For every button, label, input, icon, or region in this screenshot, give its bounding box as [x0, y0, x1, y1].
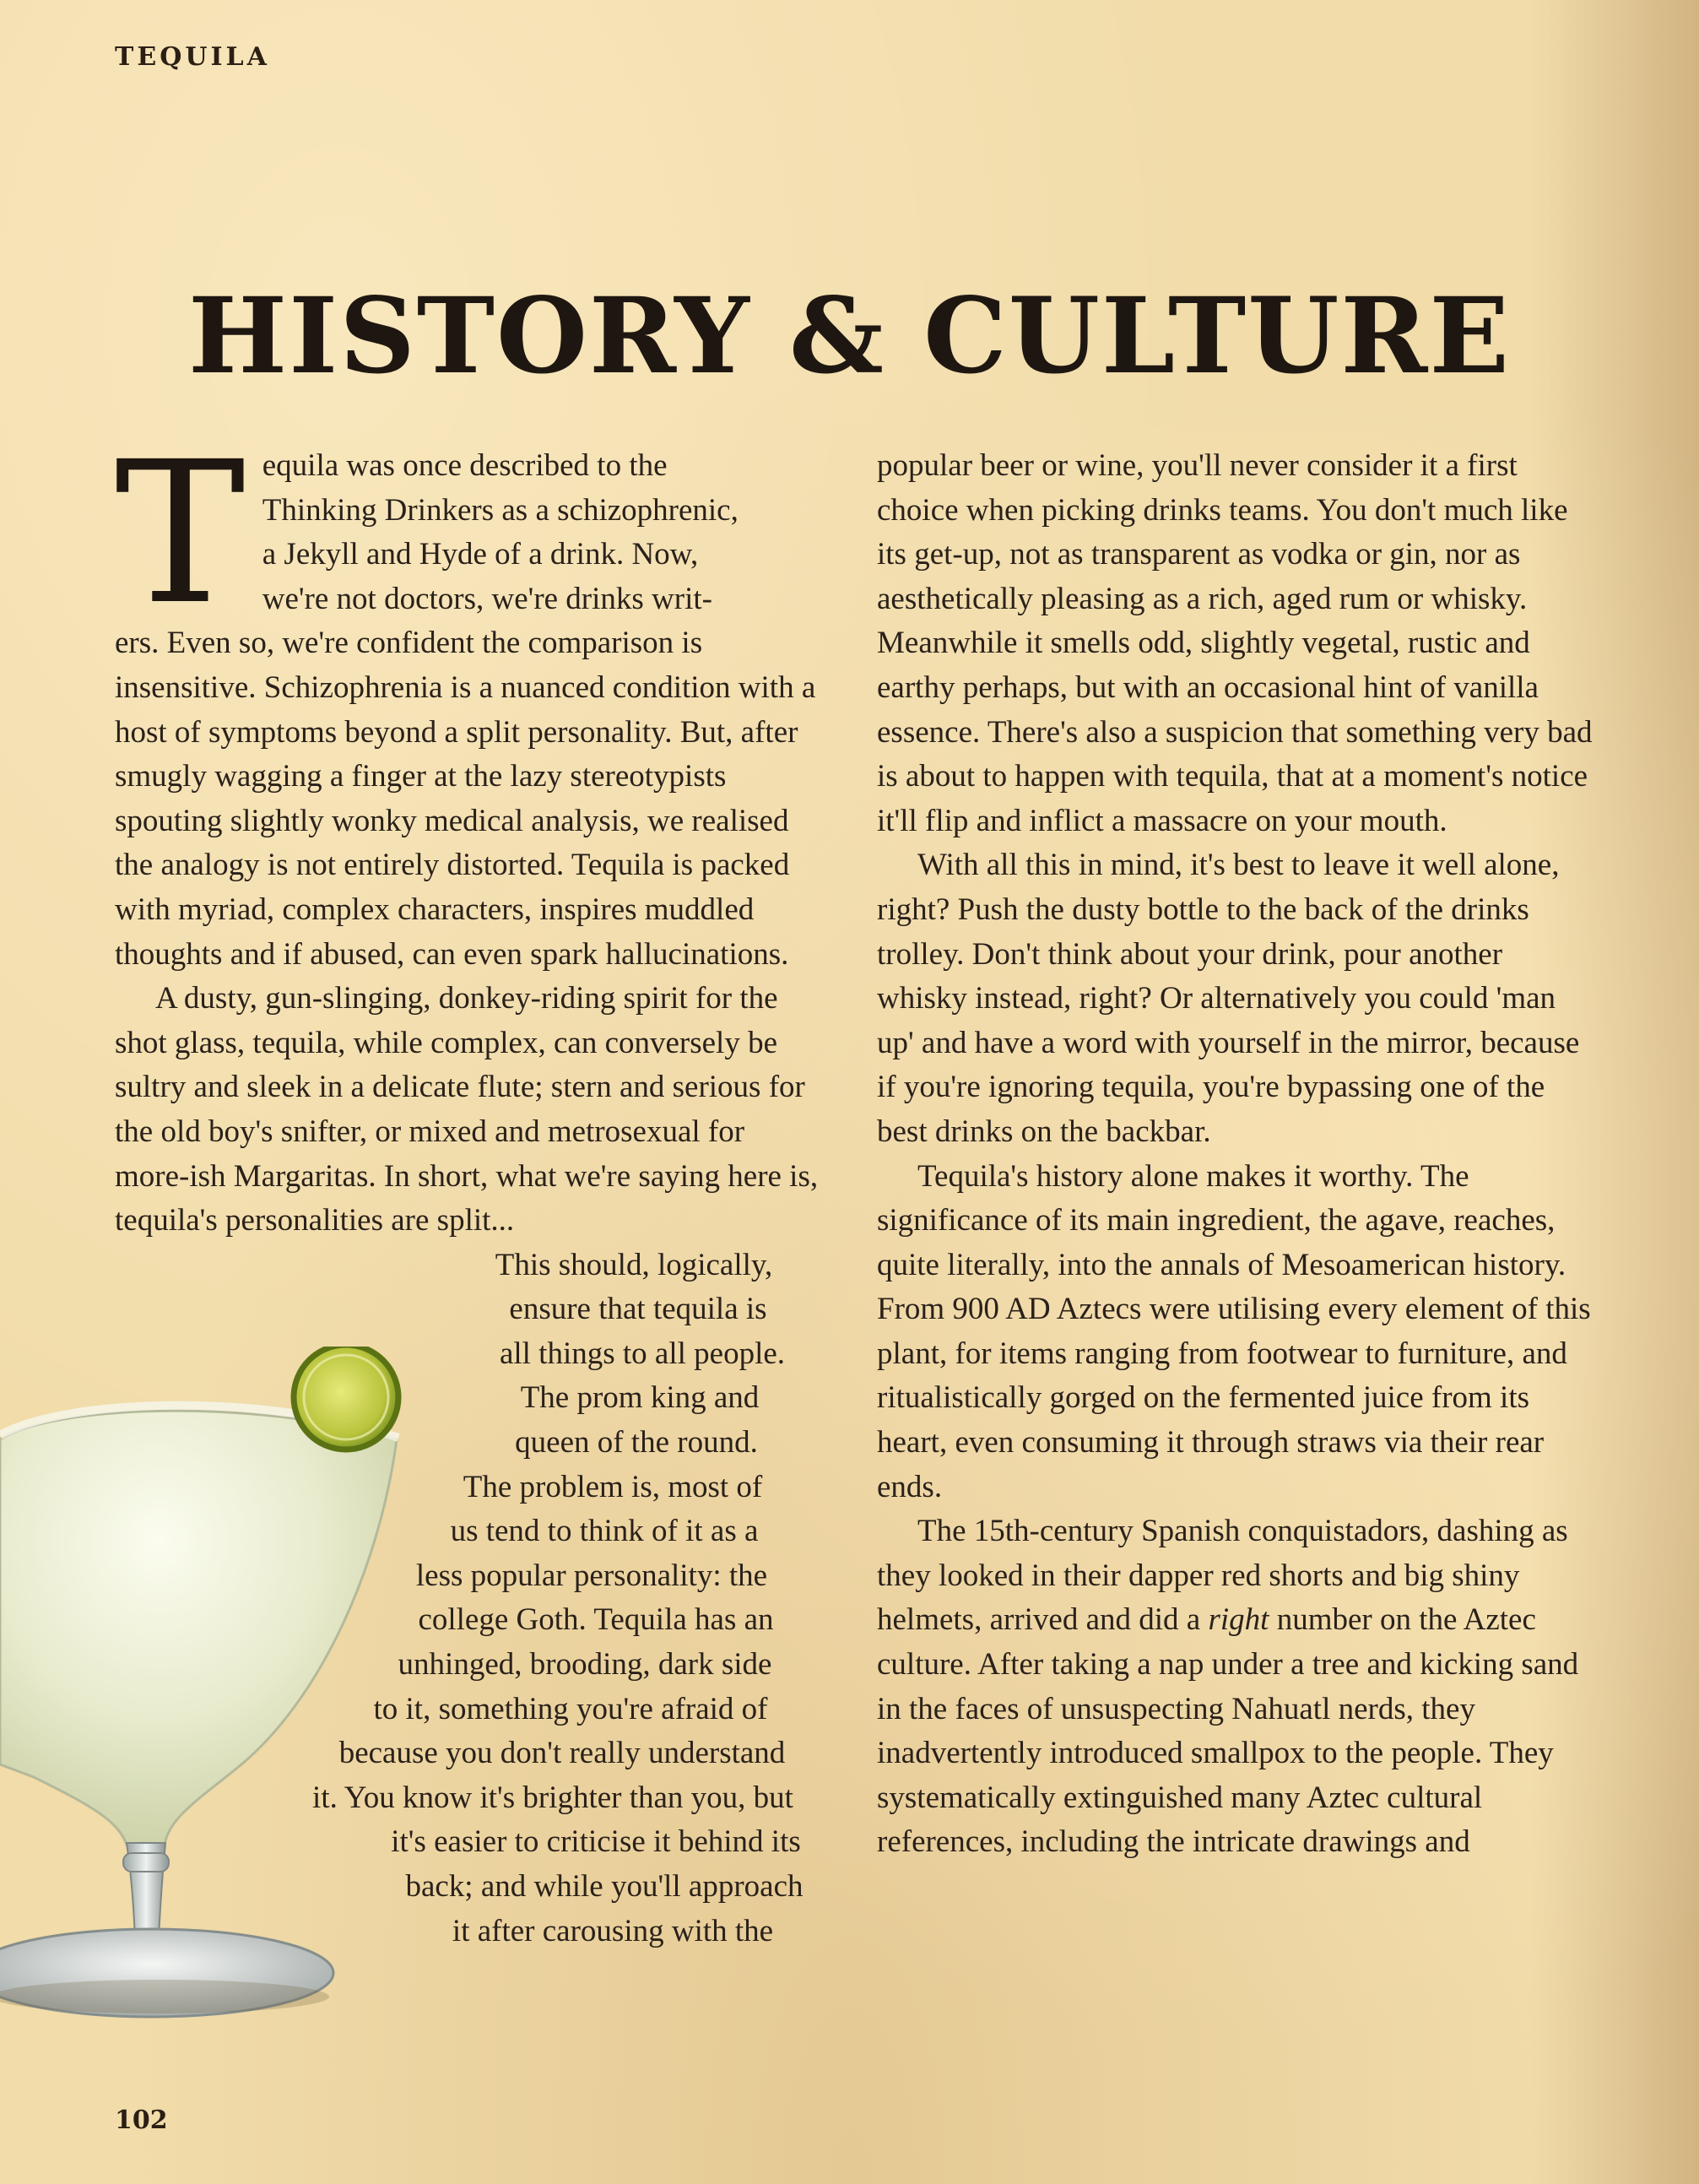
right-column — [877, 444, 1593, 1865]
paragraph-5: With all this in mind, it's best to leave it well alone, right? Push the dusty bottle to the back of the drinks trolley. Don't think about your drink, pour another whisky instead, right? Or alternatively you could 'man up' and have a word with yourself in the mirror, because if you're ignoring tequila, you're bypassing one of the best drinks on the backbar. — [877, 848, 1580, 1149]
paragraph-3-line: college Goth. Tequila has an — [418, 1602, 774, 1638]
paragraph-1-line-3: a Jekyll and Hyde of a drink. Now, — [262, 537, 699, 572]
paragraph-3-line: unhinged, brooding, dark side — [398, 1647, 772, 1683]
paragraph-3-line: The prom king and — [520, 1380, 760, 1416]
paragraph-3-line: because you don't really understand — [338, 1736, 786, 1771]
paragraph-1-line-1: equila was once described to the — [262, 448, 668, 483]
page-number: 102 — [115, 2105, 168, 2135]
paragraph-3-line: us tend to think of it as a — [450, 1514, 759, 1549]
emphasis-right: right — [1208, 1602, 1269, 1638]
paragraph-3-line: all things to all people. — [499, 1336, 786, 1371]
paragraph-3-line: ensure that tequila is — [509, 1292, 767, 1327]
section-label: TEQUILA — [115, 42, 270, 72]
paragraph-3-line: queen of the round. — [515, 1425, 758, 1461]
paragraph-7-end: number on the Aztec culture. After taking a nap under a tree and kicking sand in the faces of unsuspecting Nahuatl nerds, they inadvertently introduced smallpox to the people. They systematically extinguished many Aztec cultural references, including the intricate drawings and — [877, 1602, 1579, 1860]
lime-slice — [294, 1347, 398, 1450]
paragraph-7-start: The 15th-century Spanish conquistadors, dashing as they looked in their dapper red shorts and big shiny helmets, arrived and did a — [877, 1514, 1568, 1638]
paragraph-4: popular beer or wine, you'll never consider it a first choice when picking drinks teams. You don't much like its get-up, not as transparent as vodka or gin, nor as aesthetically pleasing as a rich, aged rum or whisky. Meanwhile it smells odd, slightly vegetal, rustic and earthy perhaps, but with an occasional hint of vanilla essence. There's also a suspicion that something very bad is about to happen with tequila, that at a moment's notice it'll flip and inflict a massacre on your mouth. — [877, 448, 1593, 838]
paragraph-7 — [877, 1509, 1593, 1865]
paragraph-1 — [115, 420, 824, 977]
glass-base-shadow — [0, 1980, 329, 2013]
paragraph-3-line: it after carousing with the — [452, 1913, 774, 1948]
paragraph-1-rest: ers. Even so, we're confident the comparison is insensitive. Schizophrenia is a nuanced condition with a host of symptoms beyond a split personality. But, after smugly wagging a finger at the lazy stereotypists spouting slightly wonky medical analysis, we realised the analogy is not entirely distorted. Tequila is packed with myriad, complex characters, inspires muddled thoughts and if abused, can even spark hallucinations. — [115, 626, 816, 972]
glass-stem-ring — [123, 1853, 169, 1872]
drop-cap: T — [115, 420, 246, 648]
paragraph-1-line-4: we're not doctors, we're drinks writ- — [262, 581, 712, 616]
page-title: HISTORY & CULTURE — [188, 275, 1511, 398]
paragraph-3-line: to it, something you're afraid of — [373, 1691, 768, 1726]
paragraph-3-line: back; and while you'll approach — [405, 1869, 804, 1904]
glass-bowl — [0, 1411, 397, 1845]
paragraph-3-line: The problem is, most of — [463, 1469, 763, 1504]
paragraph-6: Tequila's history alone makes it worthy. The significance of its main ingredient, the agave, reaches, quite literally, into the annals of Mesoamerican history. From 900 AD Aztecs were utilising every element of this plant, for items ranging from footwear to furniture, and ritualistically gorged on the fermented juice from its heart, even consuming it through straws via their rear ends. — [877, 1158, 1591, 1504]
paragraph-3-line: less popular personality: the — [415, 1558, 768, 1593]
paragraph-1-line-2: Thinking Drinkers as a schizophrenic, — [262, 492, 739, 528]
margarita-illustration — [0, 1347, 473, 2039]
paragraph-3-line: This should, logically, — [495, 1247, 773, 1282]
paragraph-2: A dusty, gun-slinging, donkey-riding spirit for the shot glass, tequila, while complex, can conversely be sultry and sleek in a delicate flute; stern and serious for the old boy's snifter, or mixed and metrosexual for more-ish Margaritas. In short, what we're saying here is, tequila's personalities are split... — [115, 981, 819, 1238]
paragraph-3-line: it. You know it's brighter than you, but — [312, 1780, 793, 1815]
paragraph-3-line: it's easier to criticise it behind its — [391, 1824, 801, 1860]
